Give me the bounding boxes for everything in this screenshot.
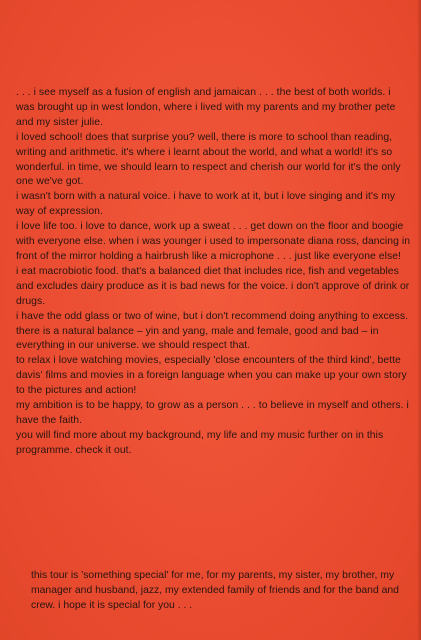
paragraph-dance: i love life too. i love to dance, work up a sweat . . . get down on the floor and boogie with everyone else. when i was younger i used to impersonate diana ross, dancing in front of the mirror holding a hairbrush like a microphone . . . just like everyone else! (16, 221, 411, 262)
paragraph-balance: i have the odd glass or two of wine, but i don't recommend doing anything to excess. there is a natural balance – yin and yang, male and female, good and bad – in everything in our universe. we should respect that. (16, 310, 409, 352)
closing-text-block (31, 568, 411, 613)
paragraph-voice: i wasn't born with a natural voice. i have to work at it, but i love singing and it's my way of expression. (16, 191, 396, 218)
main-text-block (16, 86, 412, 459)
paragraph-more-info: you will find more about my background, my life and my music further on in this programme. check it out. (16, 429, 384, 456)
paragraph-heritage: . . . i see myself as a fusion of english and jamaican . . . the best of both worlds. i was brought up in west london, where i lived with my parents and my brother pete and my sister julie. (16, 87, 396, 128)
paragraph-school: i loved school! does that surprise you? well, there is more to school than reading, writing and arithmetic. it's where i learnt about the world, and what a world! it's so wonderful. in time, we should learn to respect and cherish our world for it's the only one we've got. (16, 131, 401, 188)
paragraph-movies: to relax i love watching movies, especially 'close encounters of the third kind', bette davis' films and movies in a foreign language when you can make up your own story to the pictures and action! (16, 355, 407, 397)
paragraph-diet: i eat macrobiotic food. that's a balanced diet that includes rice, fish and vegetables and excludes dairy produce as it is bad news for the voice. i don't approve of drink or drugs. (16, 265, 410, 307)
paragraph-ambition: my ambition is to be happy, to grow as a person . . . to believe in myself and others. i have the faith. (16, 400, 409, 426)
closing-paragraph: this tour is 'something special' for me, for my parents, my sister, my brother, my manager and husband, jazz, my extended family of friends and for the band and crew. i hope it is special for you . . . (31, 570, 399, 611)
